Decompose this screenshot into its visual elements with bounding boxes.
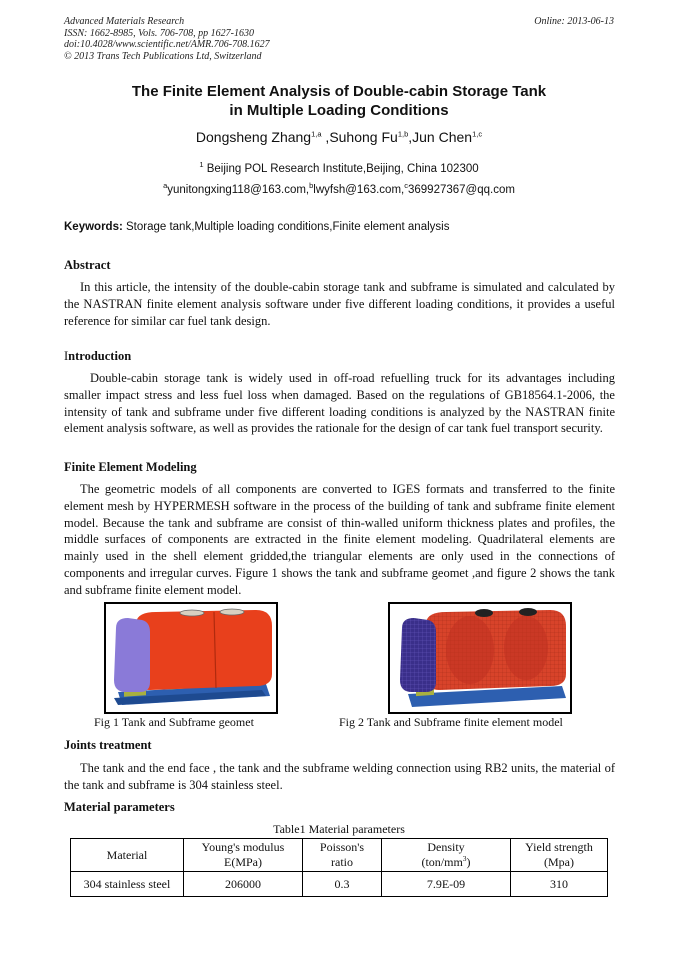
journal-header [64, 16, 270, 62]
joints-heading: Joints treatment [64, 738, 152, 752]
table-cell: 310 [511, 872, 608, 897]
paper-title-line2: in Multiple Loading Conditions [229, 102, 449, 119]
author-name: Suhong Fu [329, 129, 398, 145]
affiliation-text: Beijing POL Research Institute,Beijing, China 102300 [203, 163, 479, 175]
introduction-text: Double-cabin storage tank is widely used in off-road refuelling truck for its advantages including smaller impact stress and less fuel loss when damaged. Based on the regulations of GB18564.1-2006, the intensity of tank and subframe under five different loading conditions is analyzed by the NASTRAN finite element analysis software, as well as provides the rationale for the design of car tank fuel transport security. [64, 371, 615, 436]
figure-2-caption: Fig 2 Tank and Subframe finite element model [339, 715, 563, 729]
abstract-heading: Abstract [64, 258, 111, 272]
figure-2-image [388, 602, 572, 714]
affiliation [0, 160, 678, 175]
journal-copyright: © 2013 Trans Tech Publications Ltd, Switzerland [64, 50, 262, 62]
introduction-heading [64, 349, 131, 364]
email-sup: c [404, 181, 408, 191]
author-sup: 1,a [311, 129, 322, 139]
table-cell: 304 stainless steel [71, 872, 184, 897]
author-separator: , [321, 129, 330, 145]
joints-body [64, 760, 615, 794]
author-list [0, 129, 678, 145]
journal-doi: doi:10.4028/www.scientific.net/AMR.706-708.1627 [64, 39, 270, 50]
table-caption: Table1 Material parameters [273, 822, 405, 836]
tank-body [136, 610, 272, 690]
introduction-body [64, 370, 615, 437]
online-date: Online: 2013-06-13 [534, 16, 614, 27]
table-header-cell: Poisson's ratio [303, 839, 382, 872]
paper-title-line1: The Finite Element Analysis of Double-cabin Storage Tank [131, 83, 547, 100]
table-header-cell: Young's modulus E(MPa) [184, 839, 303, 872]
material-table-container [70, 838, 608, 897]
table-header-cell: Material [71, 839, 184, 872]
keywords-text: Storage tank,Multiple loading conditions,Finite element analysis [122, 221, 450, 233]
abstract-body [64, 279, 615, 329]
mesh-end-cap [400, 618, 436, 692]
table-header-cell: Density $(ton/mm^3)$ [382, 839, 511, 872]
email-sup: b [309, 181, 314, 191]
author-separator: , [408, 129, 413, 145]
email-link[interactable]: 369927367@qq.com [407, 184, 515, 196]
author-name: Jun Chen [412, 129, 473, 145]
figure-1-caption: Fig 1 Tank and Subframe geomet [94, 715, 254, 729]
table-header-cell: Yield strength (Mpa) [511, 839, 608, 872]
table-row [71, 872, 608, 897]
table-cell: 206000 [184, 872, 303, 897]
material-heading: Material parameters [64, 800, 175, 814]
affiliation-sup: 1 [199, 160, 204, 170]
fem-body [64, 481, 615, 599]
email-sup: a [163, 181, 168, 191]
figure-1-image [104, 602, 278, 714]
introduction-heading-rest: ntroduction [68, 349, 132, 363]
email-link[interactable]: lwyfsh@163.com, [313, 184, 405, 196]
tank-end-cap [114, 618, 150, 692]
material-table [70, 838, 608, 897]
table-header-row [71, 839, 608, 872]
author-sup: 1,b [397, 129, 409, 139]
email-link[interactable]: yunitongxing118@163.com, [167, 184, 310, 196]
fem-text: The geometric models of all components are converted to IGES formats and transferred to the finite element mesh by HYPERMESH software in the process of the building of tank and subframe finite element model. Because the tank and subframe are consist of thin-walled uniform thickness plates and profiles, the middle surfaces of components are extracted in the finite element modeling. Quadrilateral elements are mainly used in the shell element gridded,the triangular elements are only used in the connections of components and irregular curves. Figure 1 shows the tank and subframe geomet ,and figure 2 shows the tank and subframe finite element model. [64, 482, 615, 597]
table-cell: 0.3 [303, 872, 382, 897]
author-sup: 1,c [472, 129, 483, 139]
tank-mesh-illustration [390, 604, 570, 712]
journal-issn: ISSN: 1662-8985, Vols. 706-708, pp 1627-1630 [64, 27, 254, 39]
author-name: Dongsheng Zhang [195, 129, 312, 145]
author-emails [0, 181, 678, 196]
tank-geometry-illustration [106, 604, 276, 712]
keywords [64, 221, 449, 233]
abstract-text: In this article, the intensity of the double-cabin storage tank and subframe is simulated and calculated by the NASTRAN finite element analysis software under five different loading conditions, it provides a useful reference for similar car fuel tank design. [64, 280, 615, 328]
introduction-heading-initial: I [64, 349, 69, 363]
fem-heading: Finite Element Modeling [64, 460, 197, 474]
keywords-label: Keywords: [64, 221, 123, 233]
table-cell: 7.9E-09 [382, 872, 511, 897]
journal-name: Advanced Materials Research [64, 16, 185, 27]
joints-text: The tank and the end face , the tank and the subframe welding connection using RB2 units, the material of the tank and subframe is 304 stainless steel. [64, 761, 615, 792]
